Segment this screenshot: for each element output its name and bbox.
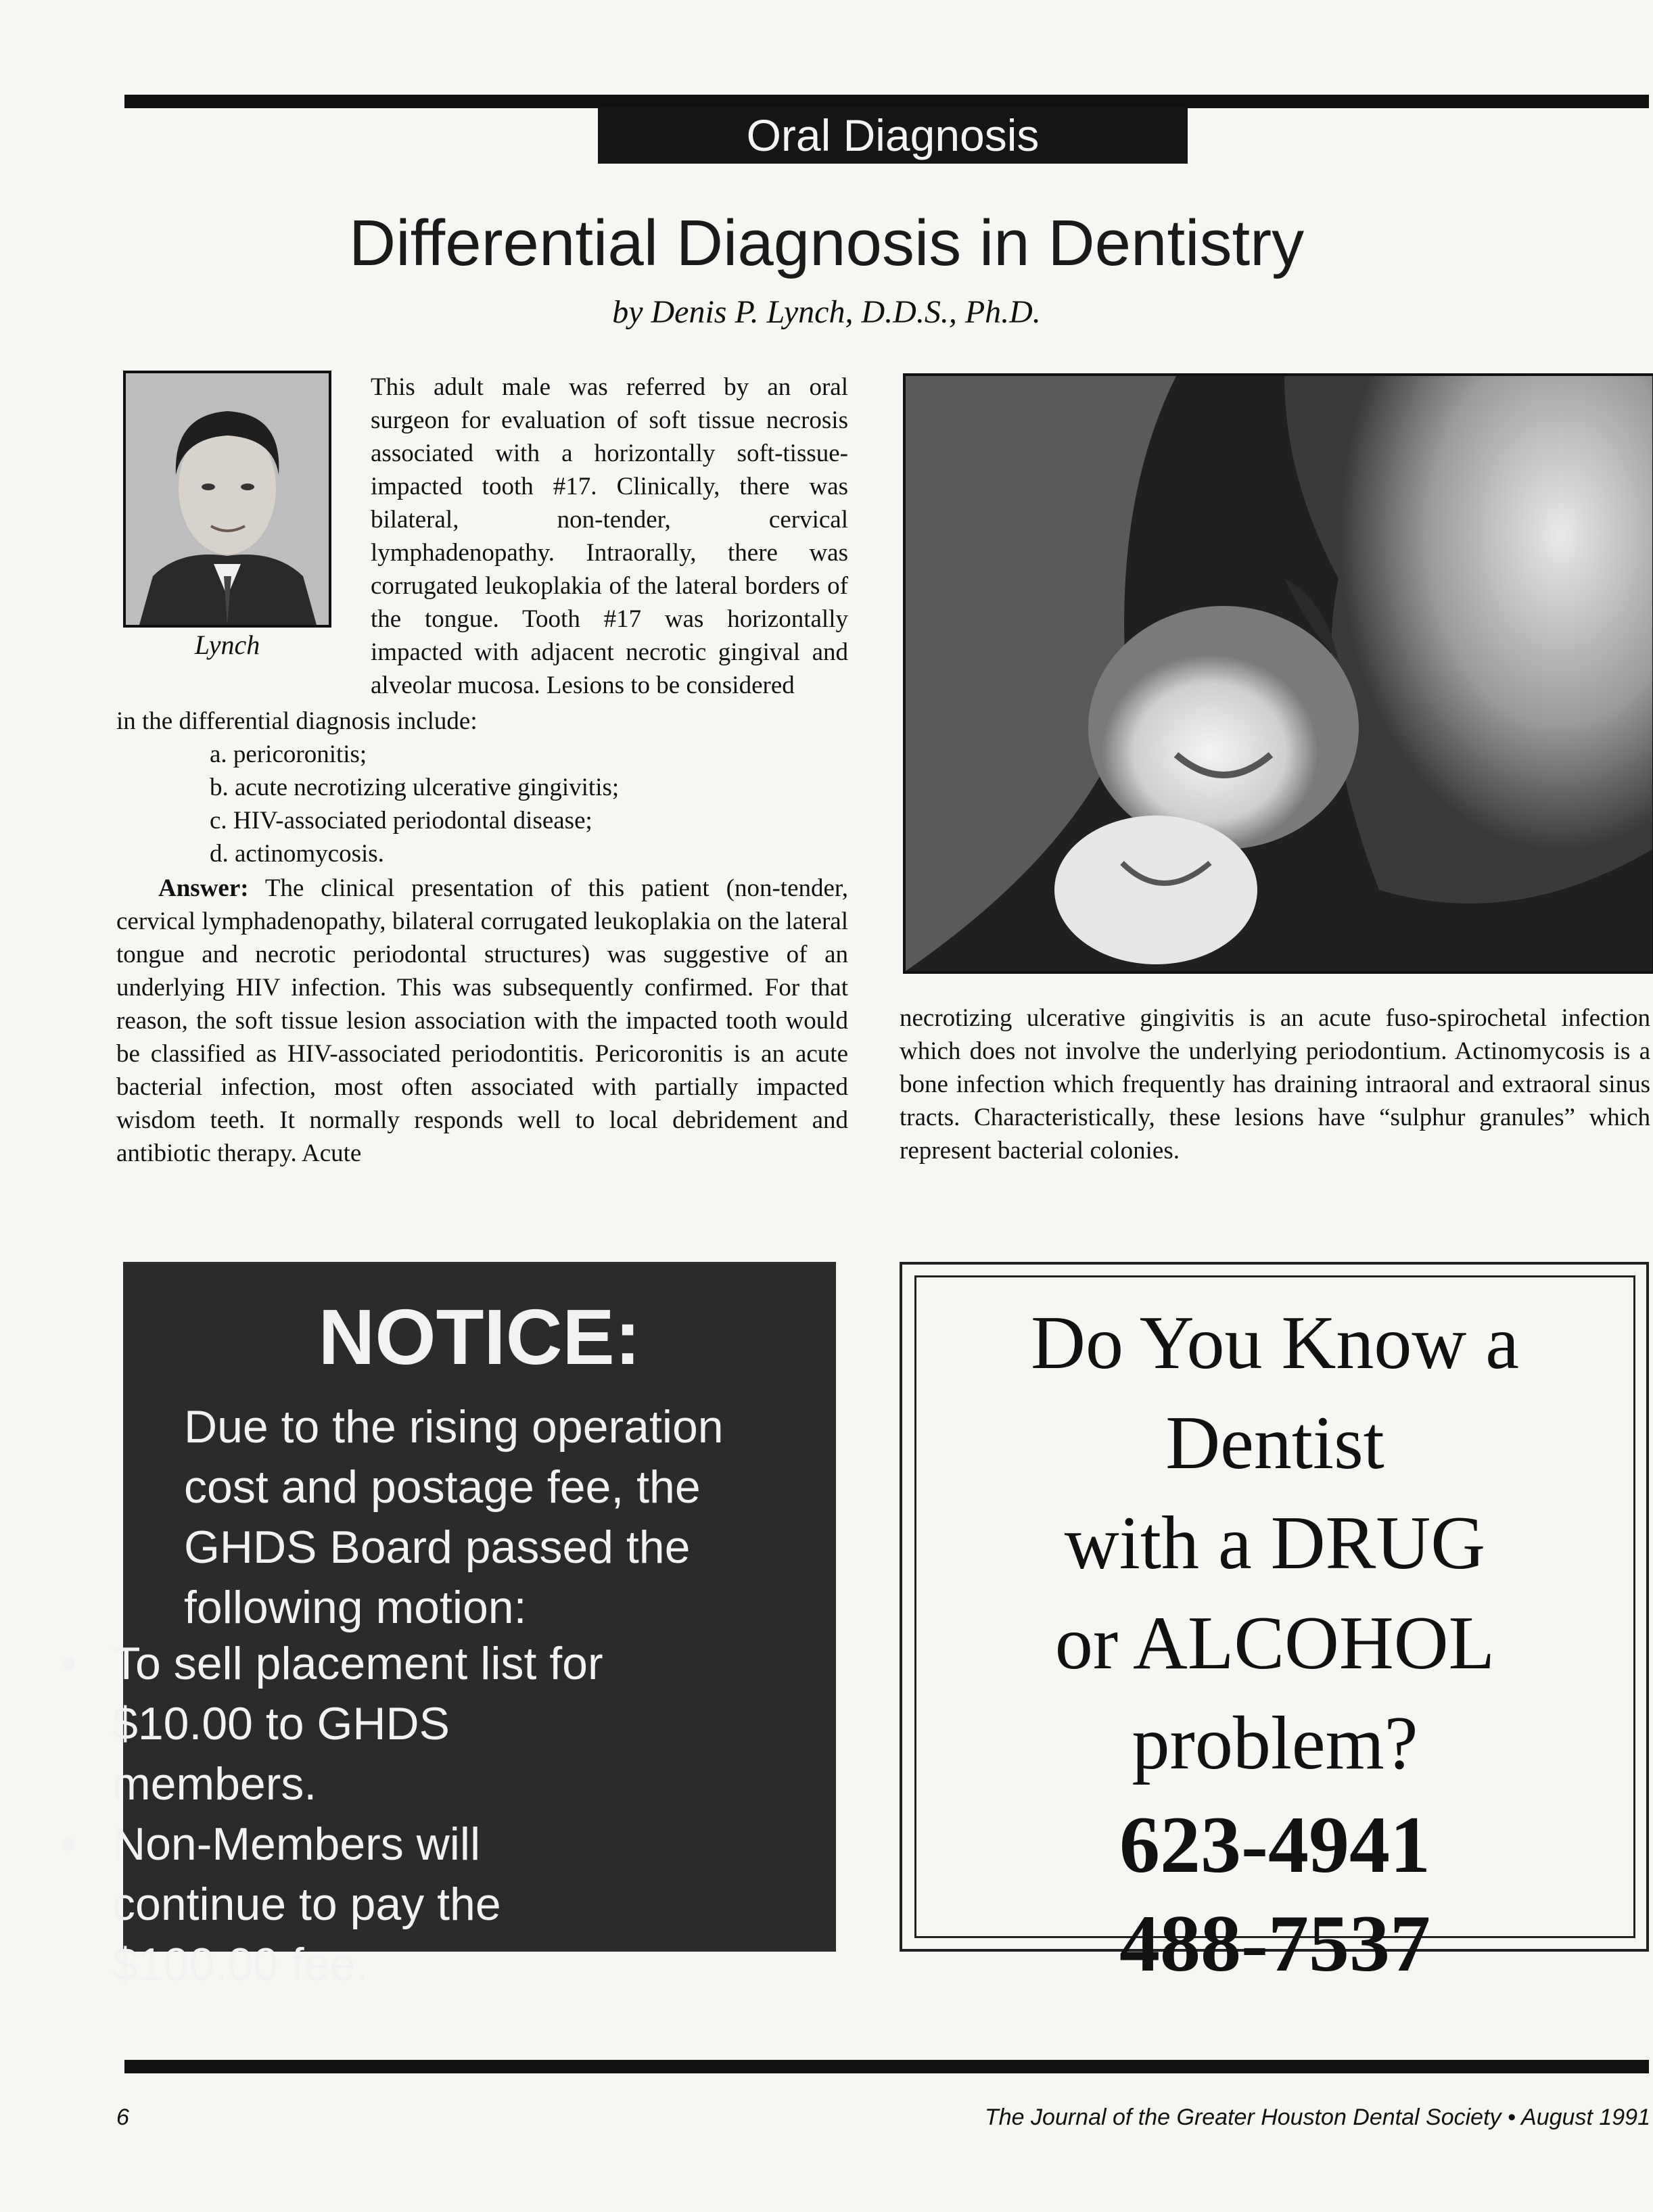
notice-bullet-line: $100.00 fee. [112,1939,369,1990]
intraoral-photo-image [906,376,1652,971]
list-item: d. actinomycosis. [210,840,384,868]
bottom-rule [124,2060,1649,2073]
answer-body: The clinical presentation of this patient (non-tender, cervical lymphadenopathy, bilateral corrugated leukoplakia on the lateral tongue and necrotic periodontal structures) was suggestive of an underlying HIV infection. This was subsequently confirmed. For that reason, the soft tissue lesion association with the impacted tooth would be classified as HIV-associated periodontitis. Pericoronitis is an acute bacterial infection, most often associated with partially impacted wisdom teeth. It normally responds well to local debridement and antibiotic therapy. Acute [116,874,848,1167]
list-item: a. pericoronitis; [210,740,367,768]
bullet-icon: • [61,1638,77,1689]
help-ad-line: problem? [1132,1701,1418,1785]
notice-intro-line: GHDS Board passed the [184,1522,691,1573]
notice-bullet-line: members. [112,1758,317,1810]
differential-list [210,738,852,870]
notice-intro-line: Due to the rising operation [184,1401,724,1453]
byline: by Denis P. Lynch, D.D.S., Ph.D. [612,294,1041,330]
notice-heading: NOTICE: [318,1293,641,1381]
notice-bullet-line: To sell placement list for [112,1638,603,1689]
help-ad-line: with a DRUG [1064,1501,1486,1585]
help-ad-line: or ALCOHOL [1054,1601,1495,1685]
clinical-photo [903,373,1653,974]
notice-bullet-line: Non-Members will [112,1818,481,1870]
list-item: b. acute necrotizing ulcerative gingivitis; [210,774,620,801]
notice-intro-line: cost and postage fee, the [184,1461,701,1513]
notice-bullet-line: $10.00 to GHDS [112,1698,450,1749]
article-intro-continued: in the differential diagnosis include: [116,707,478,735]
article-continued: necrotizing ulcerative gingivitis is an acute fuso-spirochetal infection which does not involve the underlying periodontium. Actinomycosis is a bone infection which frequently has draining intraoral and extraoral sinus tracts. Characteristically, these lesions have “sulphur granules” which represent bacterial colonies. [900,1004,1650,1164]
help-ad-text [914,1293,1635,1793]
bullet-icon: • [61,1818,77,1870]
help-phone-number: 488-7537 [1119,1898,1430,1988]
answer-label: Answer: [158,874,249,902]
author-photo-caption: Lynch [194,630,260,660]
notice-bullet-text [112,1814,501,1995]
list-item: c. HIV-associated periodontal disease; [210,807,592,834]
help-ad-line: Do You Know a [1031,1301,1519,1385]
notice-intro-line: following motion: [184,1582,527,1633]
answer-paragraph [116,872,848,1170]
help-phone-number: 623-4941 [1119,1799,1430,1889]
notice-intro [184,1397,806,1638]
notice-bullet-line: continue to pay the [112,1879,501,1930]
section-label: Oral Diagnosis [598,107,1188,164]
journal-footer: The Journal of the Greater Houston Dental Society • August 1991 [985,2104,1650,2130]
author-photo [123,371,331,628]
top-rule [124,95,1649,108]
article-title: Differential Diagnosis in Dentistry [348,207,1305,279]
help-ad-line: Dentist [1165,1401,1384,1485]
article-intro: This adult male was referred by an oral surgeon for evaluation of soft tissue necrosis associated with a horizontally soft-tissue-impacted tooth #17. Clinically, there was bilateral, non-tender, cervical lymphadenopathy. Intraorally, there was corrugated leukoplakia of the lateral borders of the tongue. Tooth #17 was horizontally impacted with adjacent necrotic gingival and alveolar mucosa. Lesions to be considered [371,373,848,699]
page-number: 6 [116,2104,129,2130]
author-portrait-image [126,373,329,625]
notice-bullet-text [112,1634,603,1814]
